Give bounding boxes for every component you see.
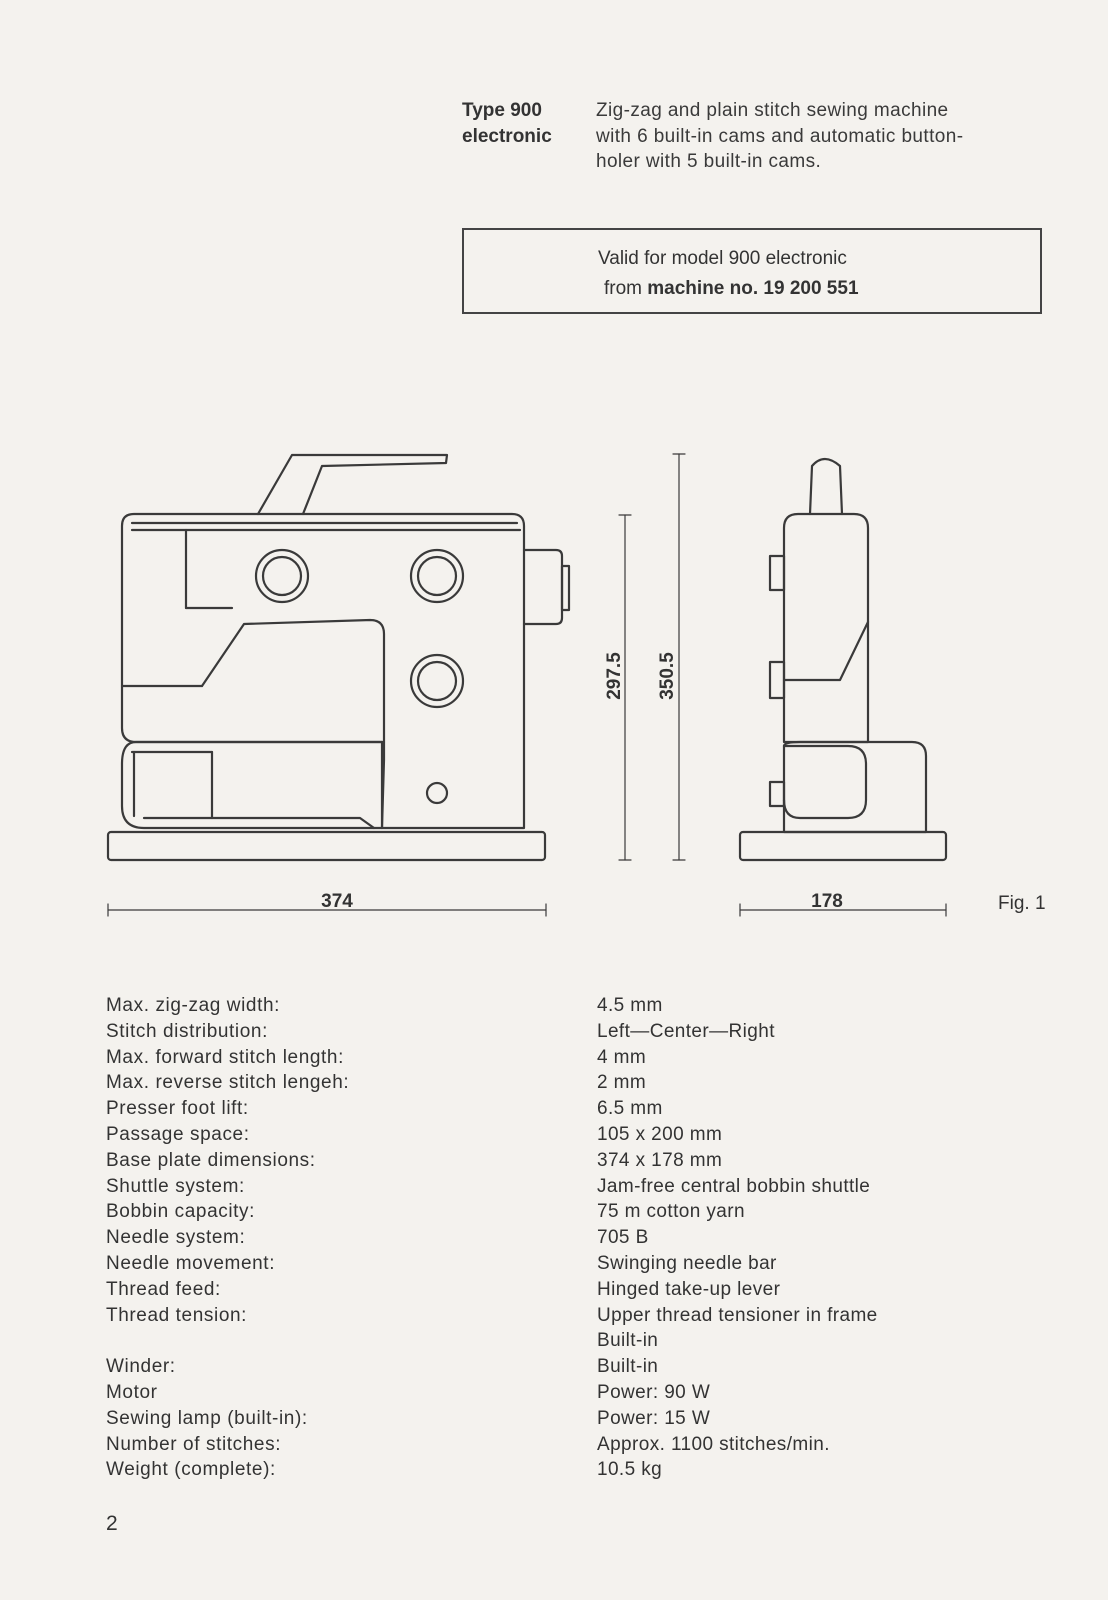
spec-label: Motor — [106, 1381, 158, 1403]
upper-arm-outline — [122, 514, 524, 828]
description-line: holer with 5 built-in cams. — [596, 151, 822, 172]
spec-label: Max. zig-zag width: — [106, 995, 281, 1016]
spec-label: Shuttle system: — [106, 1175, 245, 1197]
spec-value: 6.5 mm — [597, 1098, 663, 1120]
side-arm-edge — [784, 622, 868, 680]
spec-value: Jam-free central bobbin shuttle — [597, 1175, 871, 1197]
spec-value: Upper thread tensioner in frame — [597, 1304, 878, 1326]
type-label-line2: electronic — [462, 126, 552, 147]
spec-label: Needle system: — [106, 1227, 246, 1249]
side-handle-outline — [810, 459, 842, 514]
front-view-machine — [108, 455, 569, 860]
spec-value: Power: 90 W — [597, 1381, 711, 1403]
spec-value: Hinged take-up lever — [597, 1278, 781, 1300]
spec-label: Thread tension: — [106, 1304, 248, 1326]
spec-label: Needle movement: — [106, 1252, 276, 1274]
spec-label: Sewing lamp (built-in): — [106, 1407, 308, 1429]
spec-label: Max. forward stitch length: — [106, 1046, 344, 1068]
type-label-line1: Type 900 — [462, 100, 542, 121]
spec-label: Presser foot lift: — [106, 1098, 249, 1120]
total-height-value: 350.5 — [657, 652, 678, 700]
side-knob-upper — [770, 556, 784, 590]
spec-label: Bobbin capacity: — [106, 1201, 256, 1223]
arm-opening-outline — [202, 620, 384, 742]
spec-value: Built-in — [597, 1356, 659, 1378]
spec-value: 10.5 kg — [597, 1459, 663, 1481]
spec-value: Built-in — [597, 1330, 659, 1352]
spec-value: 2 mm — [597, 1072, 647, 1094]
validity-prefix: from — [604, 278, 642, 299]
spec-label — [106, 1328, 526, 1354]
free-arm-outline — [122, 742, 384, 828]
control-button — [427, 783, 447, 803]
side-base-plate — [740, 832, 946, 860]
spec-label: Passage space: — [106, 1123, 250, 1145]
page-number: 2 — [106, 1512, 118, 1535]
spec-label: Number of stitches: — [106, 1433, 282, 1455]
spec-label: Winder: — [106, 1356, 176, 1378]
spec-value: Approx. 1100 stitches/min. — [597, 1433, 830, 1455]
description-line: Zig-zag and plain stitch sewing machine — [596, 100, 949, 121]
side-body-outline — [784, 514, 868, 742]
side-width-dimension — [740, 904, 946, 916]
spec-value: Swinging needle bar — [597, 1252, 777, 1274]
spec-value: 374 x 178 mm — [597, 1149, 723, 1171]
side-port — [770, 782, 784, 806]
spec-value: 705 B — [597, 1227, 649, 1249]
front-base-plate — [108, 832, 545, 860]
spec-label: Thread feed: — [106, 1278, 221, 1300]
figure-caption: Fig. 1 — [998, 893, 1046, 914]
side-view-machine — [740, 459, 946, 860]
spec-value: 105 x 200 mm — [597, 1123, 723, 1145]
handwheel-outline — [524, 550, 562, 624]
spec-labels-column — [106, 993, 526, 1483]
inner-height-value: 297.5 — [604, 652, 625, 700]
carry-handle-outline — [258, 455, 447, 514]
spec-label: Max. reverse stitch lengeh: — [106, 1072, 350, 1094]
spec-value: Power: 15 W — [597, 1407, 711, 1429]
validity-line1: Valid for model 900 electronic — [598, 248, 847, 269]
spec-label: Stitch distribution: — [106, 1020, 268, 1042]
description-line: with 6 built-in cams and automatic button- — [596, 125, 964, 147]
side-knob-lower — [770, 662, 784, 698]
spec-values-column — [597, 993, 1077, 1483]
spec-label: Weight (complete): — [106, 1459, 276, 1481]
front-width-value: 374 — [321, 891, 353, 912]
spec-label: Base plate dimensions: — [106, 1149, 316, 1171]
validity-machine-number: machine no. 19 200 551 — [647, 278, 859, 299]
spec-value: 75 m cotton yarn — [597, 1201, 745, 1223]
spec-value: Left—Center—Right — [597, 1020, 775, 1042]
side-width-value: 178 — [811, 891, 843, 912]
spec-value: 4 mm — [597, 1046, 647, 1068]
spec-value: 4.5 mm — [597, 995, 663, 1016]
